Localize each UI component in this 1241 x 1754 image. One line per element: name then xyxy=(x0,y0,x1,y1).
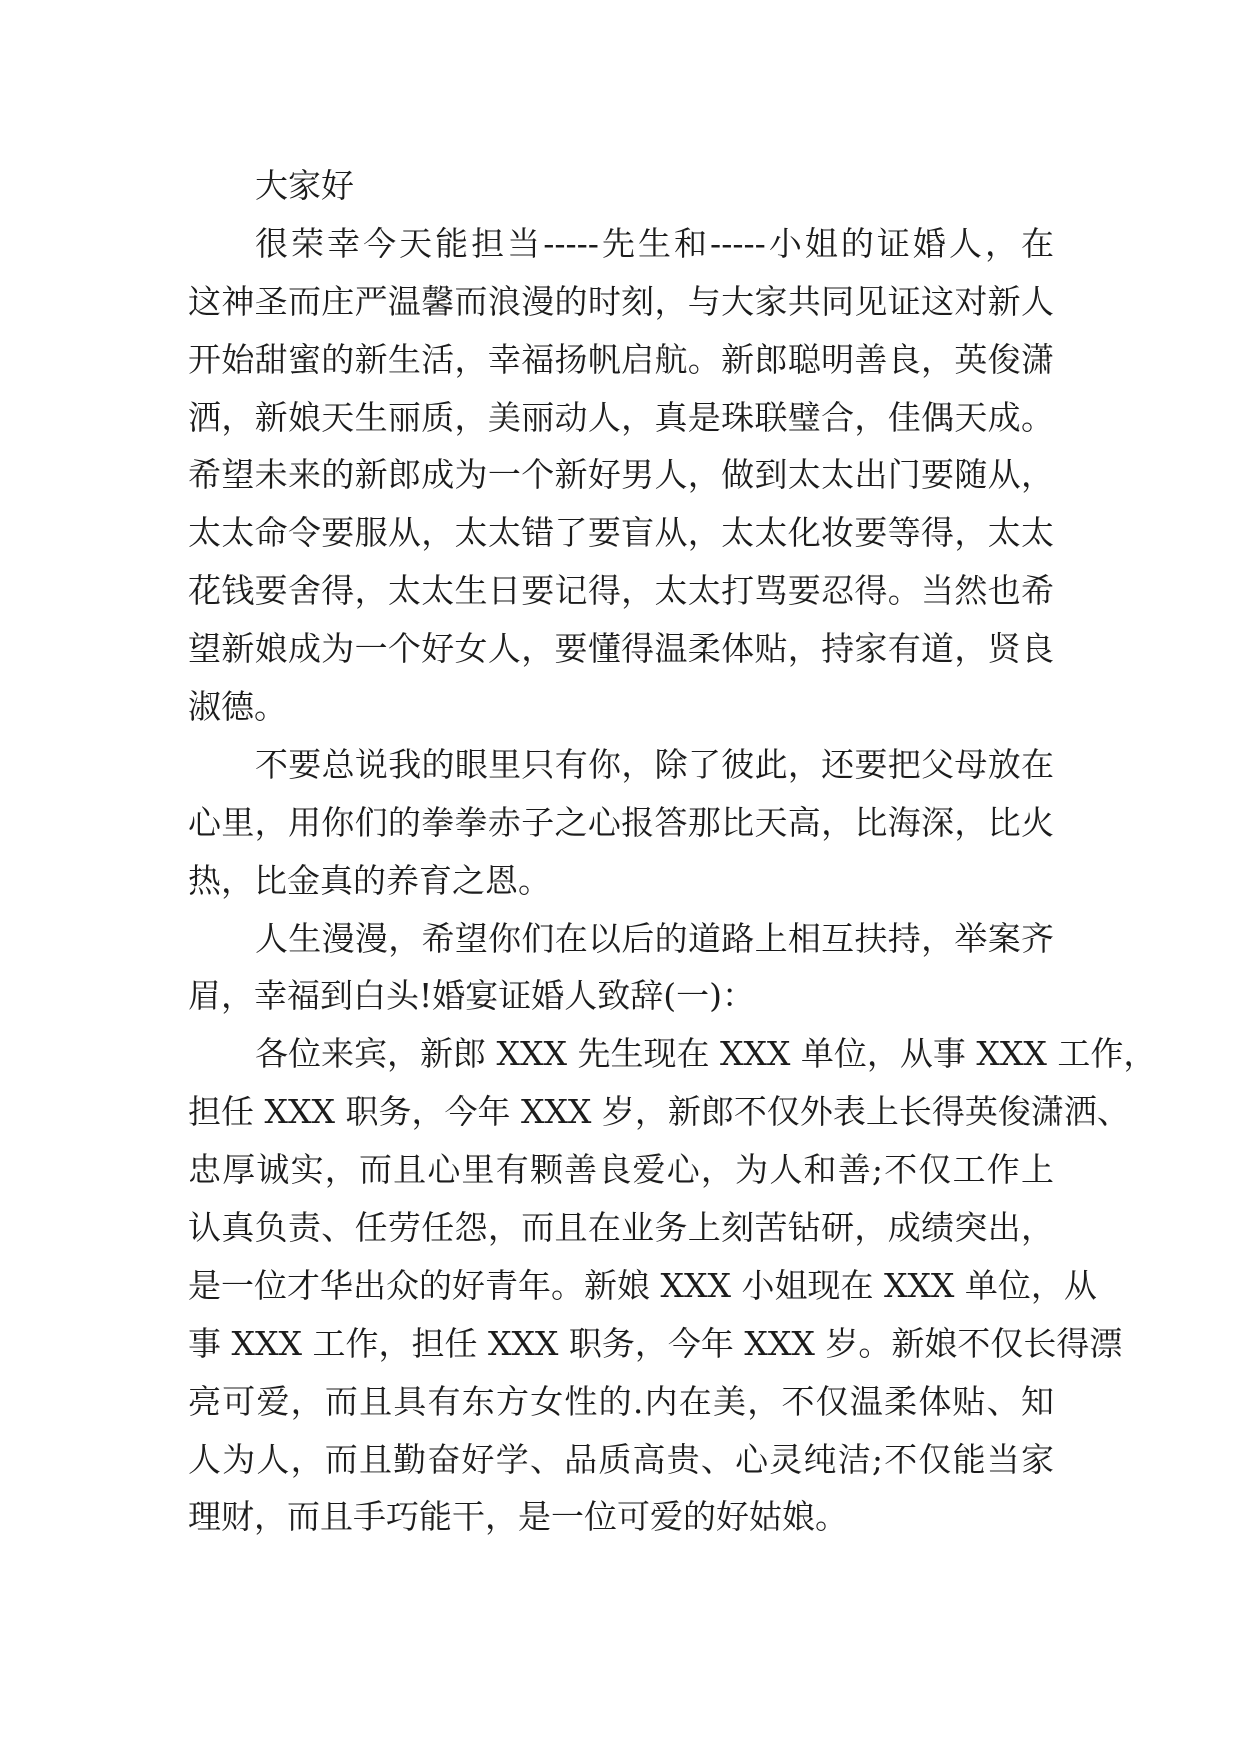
paragraph-introduction xyxy=(188,1025,1157,1546)
text-line: 希望未来的新郎成为一个新好男人，做到太太出门要随从， xyxy=(188,455,1054,495)
text-line: 各位来宾，新郎 XXX 先生现在 XXX 单位，从事 XXX 工作， xyxy=(255,1034,1157,1074)
text-line: 心里，用你们的拳拳赤子之心报答那比天高，比海深，比火 xyxy=(188,802,1054,842)
text-line: 洒，新娘天生丽质，美丽动人，真是珠联璧合，佳偶天成。 xyxy=(188,397,1054,437)
text-line: 眉，幸福到白头!婚宴证婚人致辞(一)： xyxy=(188,976,756,1016)
text-line: 热，比金真的养育之恩。 xyxy=(188,860,551,900)
paragraph-parents xyxy=(188,736,1054,910)
text-line: 亮可爱，而且具有东方女性的.内在美，不仅温柔体贴、知 xyxy=(188,1381,1054,1421)
text-line: 很荣幸今天能担当-----先生和-----小姐的证婚人，在 xyxy=(255,223,1054,263)
paragraph-blessing xyxy=(188,910,1054,1026)
text-line: 大家好 xyxy=(255,166,354,205)
text-line: 人为人，而且勤奋好学、品质高贵、心灵纯洁;不仅能当家 xyxy=(188,1439,1054,1479)
text-line: 太太命令要服从，太太错了要盲从，太太化妆要等得，太太 xyxy=(188,513,1054,553)
text-line: 开始甜蜜的新生活，幸福扬帆启航。新郎聪明善良，英俊潇 xyxy=(188,339,1054,379)
text-line: 忠厚诚实，而且心里有颗善良爱心，为人和善;不仅工作上 xyxy=(188,1150,1054,1190)
text-line: 是一位才华出众的好青年。新娘 XXX 小姐现在 XXX 单位，从 xyxy=(188,1265,1097,1305)
text-line: 淑德。 xyxy=(188,687,287,727)
text-line: 花钱要舍得，太太生日要记得，太太打骂要忍得。当然也希 xyxy=(188,571,1054,611)
text-line: 担任 XXX 职务，今年 XXX 岁，新郎不仅外表上长得英俊潇洒、 xyxy=(188,1092,1130,1132)
text-line: 不要总说我的眼里只有你，除了彼此，还要把父母放在 xyxy=(255,744,1054,784)
text-line: 理财，而且手巧能干，是一位可爱的好姑娘。 xyxy=(188,1497,848,1537)
paragraph-greeting xyxy=(188,157,1054,215)
text-line: 认真负责、任劳任怨，而且在业务上刻苦钻研，成绩突出， xyxy=(188,1208,1054,1248)
text-line: 这神圣而庄严温馨而浪漫的时刻，与大家共同见证这对新人 xyxy=(188,281,1054,321)
document-body xyxy=(188,157,1157,1546)
text-line: 事 XXX 工作，担任 XXX 职务，今年 XXX 岁。新娘不仅长得漂 xyxy=(188,1323,1123,1363)
paragraph-opening xyxy=(188,215,1054,736)
text-line: 人生漫漫，希望你们在以后的道路上相互扶持，举案齐 xyxy=(255,918,1054,958)
text-line: 望新娘成为一个好女人，要懂得温柔体贴，持家有道，贤良 xyxy=(188,629,1054,669)
